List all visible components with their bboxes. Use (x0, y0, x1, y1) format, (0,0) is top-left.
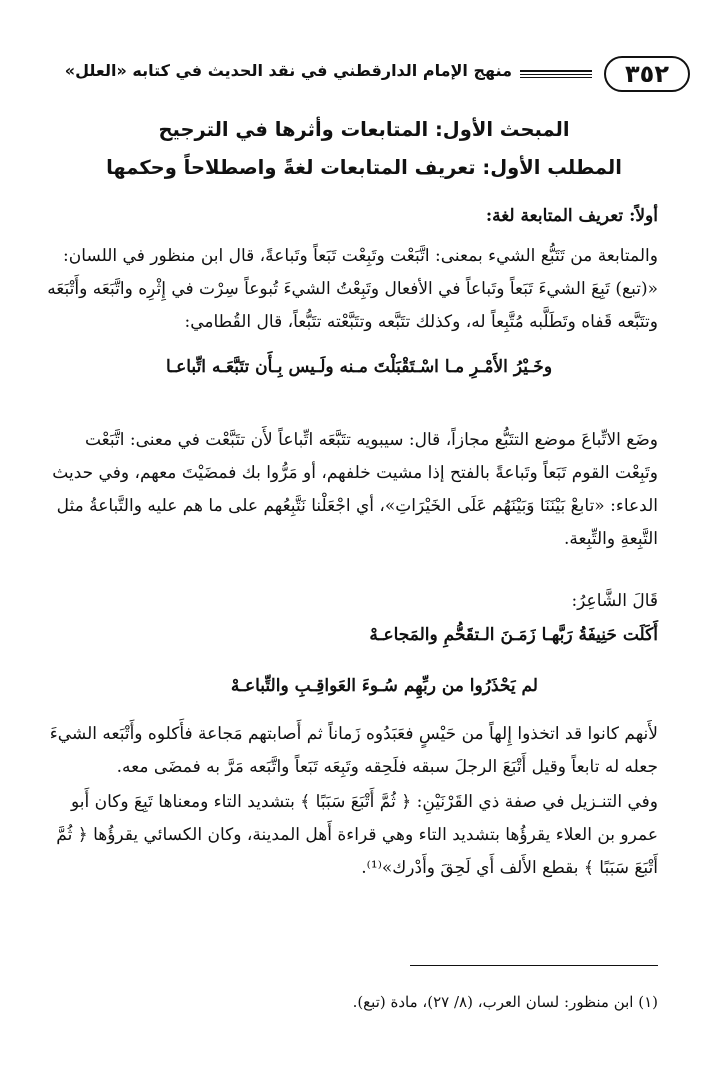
paragraph-line: والمتابعة من تَتَبُّع الشيء بمعنى: اتَّبَعْت وتَبِعْت تَبَعاً وتَباعةً، قال ابن منظور في اللسان: (63, 246, 658, 266)
section-title: المبحث الأول: المتابعات وأثرها في الترجيح (158, 118, 570, 141)
page-number: ٣٥٢ (604, 56, 690, 92)
subsection-title: المطلب الأول: تعريف المتابعات لغةً واصطلاحاً وحكمها (106, 156, 622, 179)
paragraph-line: وتتَبَّعه قَفاه وتَطَلَّبه مُتَّبِعاً له، وكذلك تتَبَّعه وتتَبَّعْته تتَبُّعاً، قال القُطامي: (184, 312, 658, 332)
paragraph-2 (52, 424, 658, 556)
footnote-divider (410, 965, 658, 966)
paragraph-line: جعله له تابعاً وقيل أَتْبَعَ الرجلَ سبقه فلَحِقه وتَبِعَه تَبَعاً واتَّبَعه مَرَّ به فمضَى معه. (116, 757, 658, 777)
paragraph-line: «(تبع) تَبِعَ الشيءَ تَبَعاً وتَباعاً في الأفعال وتَبِعْتُ الشيءَ تُبوعاً سِرْت في إِثْرِه واتَّبَعَه وأَتْبَعَه (47, 279, 658, 299)
paragraph-line: لأَنهم كانوا قد اتخذوا إِلهاً من حَيْسٍ فعَبَدُوه زَماناً ثم أَصابتهم مَجاعة فأَكلوه وأَتْبَعه الشيءَ (49, 724, 658, 744)
paragraph-line: التَّبِعةِ والتِّبِعة. (564, 529, 658, 549)
running-header (40, 54, 690, 96)
paragraph-3 (49, 718, 658, 784)
paragraph-line: وتَبِعْت القوم تَبَعاً وتَباعةً بالفتح إذا مشيت خلفهم، أو مَرُّوا بك فمضَيْتَ معهم، وفي حديث (52, 463, 658, 483)
book-title: منهج الإمام الدارقطني في نقد الحديث في كتابه «العلل» (64, 61, 512, 80)
paragraph-line: أَتْبَعَ سَبَبًا ﴾ بقطع الأَلف أَي لَحِقَ وأَدْرك»⁽¹⁾. (361, 858, 658, 878)
footnote: (١) ابن منظور: لسان العرب، (٨/ ٢٧)، مادة (تبع). (352, 993, 658, 1011)
paragraph-1 (47, 240, 658, 339)
paragraph-line: وفي التنـزيل في صفة ذي القَرْنَيْنِ: ﴿ ثُمَّ أَتْبَعَ سَبَبًا ﴾ بتشديد التاء ومعناها تَبِعَ وكان أَبو (70, 792, 658, 812)
paragraph-4 (56, 786, 658, 885)
first-heading: أولاً: تعريف المتابعة لغة: (485, 206, 658, 226)
paragraph-line: الدعاء: «تابعْ بَيْنَنَا وَبَيْنَهُم عَلَى الخَيْرَاتِ»، أي اجْعَلْنا نَتَّبِعُهم على ما هم عليه والتَّباعةُ مثل (56, 496, 658, 516)
paragraph-line: عمرو بن العلاء يقرؤُها بتشديد التاء وهي قراءة أَهل المدينة، وكان الكسائي يقرؤُها ﴿ ثُمَّ (56, 825, 658, 845)
header-rule (520, 70, 592, 78)
poet-label: قَالَ الشَّاعِرُ: (571, 591, 658, 611)
paragraph-line: وضَع الاتِّباعَ موضع التتَبُّع مجازاً، قال: سيبويه تتَبَّعَه اتِّباعاً لأَن تتَبَّعْت في معنى: اتَّبَعْت (84, 430, 658, 450)
verse-line-3: لم يَحْذَرُوا من ربِّهِم سُـوءَ العَواقِـبِ والتِّباعـهْ (230, 676, 538, 696)
verse-line-1: وخَـيْرُ الأَمْـرِ مـا اسْـتَقْبَلْتَ مـنه ولَـيس بِـأَن تتَبَّعَـه اتِّباعـا (165, 357, 553, 377)
verse-line-2: أَكَلَت حَنِيفَةُ رَبَّهـا زَمَـنَ الـتقَحُّمِ والمَجاعـهْ (369, 625, 658, 645)
